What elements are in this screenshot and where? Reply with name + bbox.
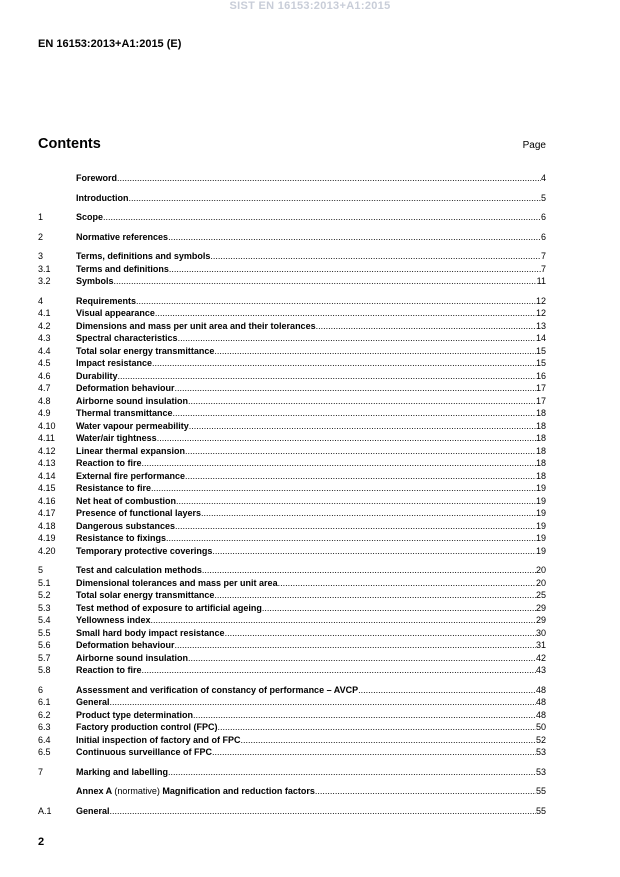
table-of-contents xyxy=(38,172,546,824)
toc-entry-number: 5.6 xyxy=(38,640,51,650)
toc-entry-title: Net heat of combustion xyxy=(76,495,177,506)
toc-entry-title: Factory production control (FPC) xyxy=(76,722,218,732)
toc-entry[interactable] xyxy=(38,192,546,205)
toc-entry-title: Marking and labelling xyxy=(76,766,169,777)
toc-entry[interactable] xyxy=(38,734,546,747)
toc-group xyxy=(38,250,546,288)
toc-entry-page: 43 xyxy=(535,665,546,675)
toc-entry-number: 4.1 xyxy=(38,308,51,318)
toc-entry[interactable] xyxy=(38,805,546,818)
toc-entry-page: 31 xyxy=(535,640,546,650)
toc-entry-page: 18 xyxy=(535,408,546,418)
toc-entry-title: Linear thermal expansion xyxy=(76,445,186,456)
toc-entry[interactable] xyxy=(38,614,546,627)
toc-entry-page: 17 xyxy=(535,395,546,406)
toc-entry-number: 4.11 xyxy=(38,433,55,443)
toc-entry-number: 4.8 xyxy=(38,395,51,406)
toc-entry[interactable] xyxy=(38,709,546,722)
toc-entry-page: 20 xyxy=(535,565,546,575)
contents-title: Contents xyxy=(38,136,101,152)
toc-group xyxy=(38,785,546,798)
toc-entry-title: Initial inspection of factory and of FPC xyxy=(76,734,241,745)
toc-leader-dots xyxy=(151,482,536,495)
toc-leader-dots xyxy=(193,709,536,722)
toc-entry[interactable] xyxy=(38,275,546,288)
toc-entry-page: 48 xyxy=(535,684,546,695)
toc-entry-title: Normative references xyxy=(76,231,169,242)
toc-entry-title: General xyxy=(76,697,110,707)
toc-entry-title: Temporary protective coverings xyxy=(76,545,213,556)
toc-entry-page: 19 xyxy=(535,495,546,506)
toc-entry-number: 5.5 xyxy=(38,627,51,638)
toc-entry[interactable] xyxy=(38,370,546,383)
toc-leader-dots xyxy=(142,664,536,677)
toc-entry-number: 5.4 xyxy=(38,615,51,625)
toc-leader-dots xyxy=(262,602,536,615)
toc-entry-number: 4.18 xyxy=(38,520,56,531)
toc-entry-title: Introduction xyxy=(76,192,129,203)
toc-entry-number: 6 xyxy=(38,684,44,695)
toc-leader-dots xyxy=(202,564,536,577)
toc-entry-number: 4.16 xyxy=(38,495,56,506)
toc-leader-dots xyxy=(278,577,536,590)
toc-leader-dots xyxy=(157,432,536,445)
toc-entry-number: 6.3 xyxy=(38,722,51,732)
toc-entry[interactable] xyxy=(38,395,546,408)
toc-entry-page: 53 xyxy=(535,766,546,777)
toc-leader-dots xyxy=(210,250,541,263)
toc-entry-title-qualifier: (normative) xyxy=(114,786,160,796)
toc-entry-number: 4.3 xyxy=(38,333,51,343)
standard-header: EN 16153:2013+A1:2015 (E) xyxy=(38,38,182,50)
toc-entry-number: A.1 xyxy=(38,805,52,816)
toc-entry-page: 13 xyxy=(535,320,546,331)
toc-entry-title: External fire performance xyxy=(76,470,186,481)
toc-entry-title: Product type determination xyxy=(76,709,194,720)
toc-entry[interactable] xyxy=(38,721,546,734)
toc-entry[interactable] xyxy=(38,263,546,276)
toc-entry-title: Terms, definitions and symbols xyxy=(76,251,211,261)
toc-leader-dots xyxy=(188,395,536,408)
toc-entry[interactable] xyxy=(38,320,546,333)
toc-entry-title: Assessment and verification of constancy of performance – AVCP xyxy=(76,684,359,695)
toc-entry-title: Test method of exposure to artificial ageing xyxy=(76,602,262,613)
toc-entry-page: 19 xyxy=(535,545,546,556)
toc-leader-dots xyxy=(241,734,536,747)
toc-entry-number: 6.2 xyxy=(38,709,51,720)
toc-entry[interactable] xyxy=(38,470,546,483)
toc-entry-number: 3.2 xyxy=(38,276,51,286)
toc-leader-dots xyxy=(175,520,536,533)
toc-entry-page: 19 xyxy=(535,520,546,531)
toc-leader-dots xyxy=(118,370,536,383)
toc-leader-dots xyxy=(175,639,536,652)
toc-entry-page: 14 xyxy=(535,333,546,343)
toc-group xyxy=(38,192,546,205)
toc-entry[interactable] xyxy=(38,420,546,433)
toc-entry[interactable] xyxy=(38,445,546,458)
page-number: 2 xyxy=(38,836,45,848)
toc-entry-number: 5.8 xyxy=(38,665,51,675)
toc-leader-dots xyxy=(129,192,541,205)
toc-entry-title: Deformation behaviour xyxy=(76,640,175,650)
toc-entry-number: 4.10 xyxy=(38,420,56,431)
toc-entry-number: 4.20 xyxy=(38,545,56,556)
toc-leader-dots xyxy=(151,614,536,627)
toc-group xyxy=(38,295,546,558)
toc-group xyxy=(38,684,546,759)
toc-entry-page: 18 xyxy=(535,445,546,456)
toc-entry-title: Water vapour permeability xyxy=(76,420,189,431)
toc-entry-page: 19 xyxy=(535,533,546,543)
toc-entry-page: 29 xyxy=(535,615,546,625)
toc-entry-title: Yellowness index xyxy=(76,615,151,625)
toc-leader-dots xyxy=(315,785,536,798)
toc-group xyxy=(38,805,546,818)
toc-entry-number: 1 xyxy=(38,212,44,222)
toc-entry-number: 4 xyxy=(38,295,44,306)
toc-entry[interactable] xyxy=(38,231,546,244)
toc-entry-number: 4.2 xyxy=(38,320,51,331)
toc-entry[interactable] xyxy=(38,684,546,697)
toc-entry-title-main: Annex A xyxy=(76,786,112,796)
toc-entry-number: 4.6 xyxy=(38,370,51,381)
toc-entry[interactable] xyxy=(38,432,546,445)
toc-entry-number: 6.1 xyxy=(38,697,51,707)
toc-entry-title: Water/air tightness xyxy=(76,433,157,443)
toc-entry-title: Test and calculation methods xyxy=(76,565,202,575)
toc-entry[interactable] xyxy=(38,577,546,590)
toc-entry-number: 6.5 xyxy=(38,747,51,757)
toc-entry-title: Terms and definitions xyxy=(76,263,169,274)
toc-entry[interactable] xyxy=(38,332,546,345)
toc-entry-page: 18 xyxy=(535,433,546,443)
toc-leader-dots xyxy=(218,721,536,734)
toc-entry-title: Airborne sound insulation xyxy=(76,395,188,406)
toc-group xyxy=(38,211,546,224)
toc-entry-page: 18 xyxy=(535,420,546,431)
toc-entry-page: 55 xyxy=(535,805,546,816)
toc-entry-page: 19 xyxy=(535,508,546,518)
toc-entry-title: Dimensional tolerances and mass per unit area xyxy=(76,577,278,588)
toc-entry-title: Reaction to fire xyxy=(76,665,142,675)
toc-leader-dots xyxy=(168,231,541,244)
toc-leader-dots xyxy=(185,445,536,458)
toc-entry-title: Spectral characteristics xyxy=(76,333,178,343)
toc-entry-page: 55 xyxy=(535,786,546,796)
toc-entry[interactable] xyxy=(38,250,546,263)
toc-entry-number: 2 xyxy=(38,231,44,242)
toc-entry[interactable] xyxy=(38,696,546,709)
toc-entry-number: 5.3 xyxy=(38,602,51,613)
toc-entry-number: 4.13 xyxy=(38,458,56,468)
toc-entry[interactable] xyxy=(38,766,546,779)
toc-leader-dots xyxy=(212,746,536,759)
toc-leader-dots xyxy=(152,357,536,370)
toc-leader-dots xyxy=(189,420,536,433)
toc-leader-dots xyxy=(136,295,536,308)
toc-entry-page: 4 xyxy=(540,173,546,183)
toc-entry[interactable] xyxy=(38,785,546,798)
toc-entry[interactable] xyxy=(38,457,546,470)
toc-entry-title xyxy=(76,785,315,798)
toc-entry-title: Total solar energy transmittance xyxy=(76,345,215,356)
toc-entry-title: Thermal transmittance xyxy=(76,408,173,418)
page-column-label: Page xyxy=(522,140,546,151)
toc-entry[interactable] xyxy=(38,589,546,602)
toc-entry-title: Airborne sound insulation xyxy=(76,652,188,663)
toc-entry[interactable] xyxy=(38,382,546,395)
toc-leader-dots xyxy=(169,263,541,276)
toc-entry-title: Symbols xyxy=(76,276,114,286)
toc-entry-page: 18 xyxy=(535,458,546,468)
toc-entry-page: 12 xyxy=(535,308,546,318)
watermark: SIST EN 16153:2013+A1:2015 xyxy=(229,0,391,12)
toc-leader-dots xyxy=(168,766,536,779)
toc-entry-title: Durability xyxy=(76,370,118,381)
toc-entry-page: 25 xyxy=(535,590,546,600)
toc-entry-title: Deformation behaviour xyxy=(76,383,175,393)
toc-leader-dots xyxy=(178,332,536,345)
toc-entry-page: 52 xyxy=(535,734,546,745)
toc-leader-dots xyxy=(316,320,536,333)
toc-group xyxy=(38,172,546,185)
toc-entry-title: Resistance to fixings xyxy=(76,533,167,543)
toc-leader-dots xyxy=(201,507,536,520)
toc-entry-title: Presence of functional layers xyxy=(76,508,202,518)
toc-leader-dots xyxy=(185,470,536,483)
toc-entry-page: 7 xyxy=(540,263,546,274)
toc-leader-dots xyxy=(214,345,536,358)
toc-entry-page: 7 xyxy=(540,251,546,261)
toc-entry[interactable] xyxy=(38,295,546,308)
toc-entry-page: 11 xyxy=(536,276,546,286)
toc-entry-page: 53 xyxy=(535,747,546,757)
toc-entry-title: Reaction to fire xyxy=(76,458,142,468)
toc-leader-dots xyxy=(173,407,536,420)
toc-leader-dots xyxy=(166,532,536,545)
toc-entry-title: Dangerous substances xyxy=(76,520,176,531)
toc-entry[interactable] xyxy=(38,211,546,224)
toc-entry-page: 30 xyxy=(535,627,546,638)
toc-entry-title: General xyxy=(76,805,110,816)
toc-entry-title: Continuous surveillance of FPC xyxy=(76,747,213,757)
toc-entry-number: 5 xyxy=(38,565,44,575)
toc-entry-number: 5.2 xyxy=(38,590,51,600)
toc-entry[interactable] xyxy=(38,520,546,533)
toc-entry-page: 48 xyxy=(535,697,546,707)
toc-entry[interactable] xyxy=(38,357,546,370)
toc-entry-number: 6.4 xyxy=(38,734,51,745)
toc-entry[interactable] xyxy=(38,652,546,665)
toc-entry[interactable] xyxy=(38,482,546,495)
toc-leader-dots xyxy=(176,495,536,508)
toc-leader-dots xyxy=(214,589,536,602)
toc-entry-title: Visual appearance xyxy=(76,308,155,318)
toc-entry-number: 4.14 xyxy=(38,470,56,481)
toc-entry-page: 50 xyxy=(535,722,546,732)
toc-leader-dots xyxy=(188,652,536,665)
toc-entry-page: 15 xyxy=(535,345,546,356)
toc-entry[interactable] xyxy=(38,664,546,677)
toc-entry[interactable] xyxy=(38,407,546,420)
toc-entry-number: 4.5 xyxy=(38,358,51,368)
toc-entry-number: 4.7 xyxy=(38,383,51,393)
toc-entry-title: Resistance to fire xyxy=(76,483,152,493)
toc-entry[interactable] xyxy=(38,532,546,545)
toc-entry-number: 3.1 xyxy=(38,263,51,274)
toc-entry-page: 15 xyxy=(535,358,546,368)
toc-entry-title: Dimensions and mass per unit area and their tolerances xyxy=(76,320,316,331)
toc-entry-number: 3 xyxy=(38,251,44,261)
toc-leader-dots xyxy=(142,457,536,470)
toc-entry-number: 4.19 xyxy=(38,533,56,543)
toc-entry-page: 29 xyxy=(535,602,546,613)
toc-entry-title: Scope xyxy=(76,212,104,222)
toc-entry-page: 6 xyxy=(540,231,546,242)
toc-entry-number: 5.7 xyxy=(38,652,51,663)
toc-group xyxy=(38,766,546,779)
toc-entry-page: 17 xyxy=(535,383,546,393)
toc-entry-page: 42 xyxy=(535,652,546,663)
toc-entry[interactable] xyxy=(38,345,546,358)
toc-entry-page: 18 xyxy=(535,470,546,481)
toc-leader-dots xyxy=(103,211,541,224)
toc-entry-page: 6 xyxy=(540,212,546,222)
toc-entry-number: 4.12 xyxy=(38,445,56,456)
toc-entry-number: 4.9 xyxy=(38,408,51,418)
toc-leader-dots xyxy=(114,275,537,288)
toc-entry[interactable] xyxy=(38,602,546,615)
toc-entry[interactable] xyxy=(38,307,546,320)
toc-group xyxy=(38,231,546,244)
toc-entry-title-rest: Magnification and reduction factors xyxy=(162,786,315,796)
toc-entry-page: 19 xyxy=(535,483,546,493)
toc-entry-page: 5 xyxy=(540,192,546,203)
toc-entry-page: 16 xyxy=(535,370,546,381)
toc-entry[interactable] xyxy=(38,746,546,759)
toc-entry-number: 4.17 xyxy=(38,508,56,518)
toc-entry-title: Small hard body impact resistance xyxy=(76,627,225,638)
toc-leader-dots xyxy=(110,805,536,818)
toc-entry-number: 7 xyxy=(38,766,44,777)
toc-entry-page: 12 xyxy=(535,295,546,306)
toc-entry-page: 48 xyxy=(535,709,546,720)
toc-leader-dots xyxy=(212,545,536,558)
toc-entry-number: 4.15 xyxy=(38,483,56,493)
toc-entry[interactable] xyxy=(38,627,546,640)
toc-leader-dots xyxy=(110,696,536,709)
toc-entry-title: Requirements xyxy=(76,295,137,306)
toc-entry-title: Impact resistance xyxy=(76,358,153,368)
toc-entry-title: Total solar energy transmittance xyxy=(76,590,215,600)
toc-entry-number: 5.1 xyxy=(38,577,51,588)
toc-entry[interactable] xyxy=(38,639,546,652)
toc-leader-dots xyxy=(175,382,536,395)
toc-leader-dots xyxy=(155,307,536,320)
toc-entry[interactable] xyxy=(38,507,546,520)
toc-leader-dots xyxy=(358,684,536,697)
toc-entry[interactable] xyxy=(38,172,546,185)
toc-group xyxy=(38,564,546,677)
toc-entry[interactable] xyxy=(38,495,546,508)
toc-entry-title: Foreword xyxy=(76,173,118,183)
toc-entry[interactable] xyxy=(38,545,546,558)
toc-leader-dots xyxy=(225,627,536,640)
toc-entry-page: 20 xyxy=(535,577,546,588)
toc-leader-dots xyxy=(117,172,541,185)
toc-entry[interactable] xyxy=(38,564,546,577)
toc-entry-number: 4.4 xyxy=(38,345,51,356)
